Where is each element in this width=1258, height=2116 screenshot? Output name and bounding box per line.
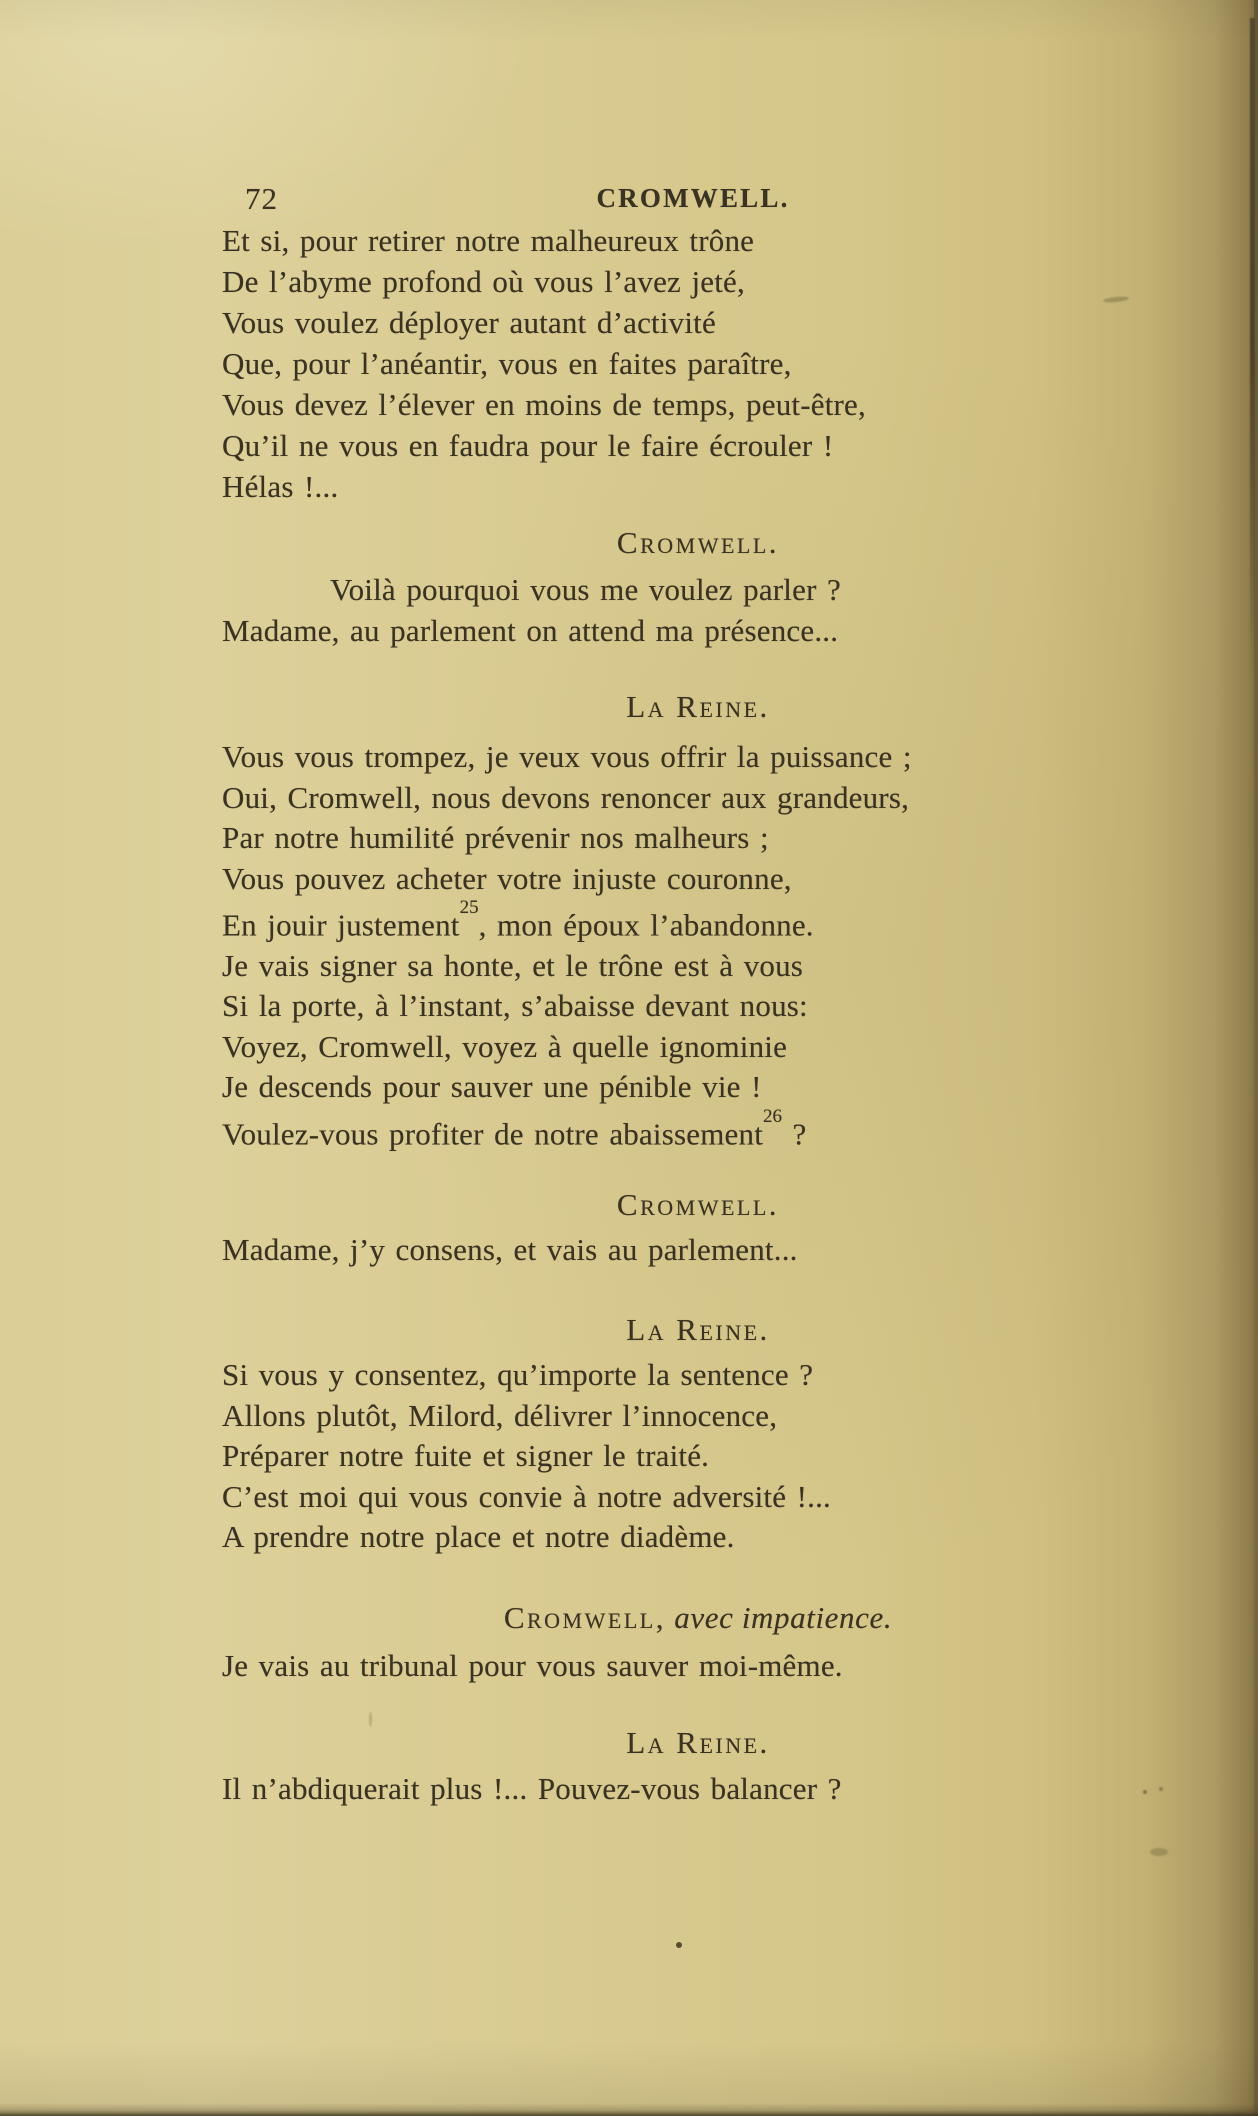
verse-line: En jouir justement$^{25}$, mon époux l’abandonne.: [222, 897, 814, 943]
running-title: CROMWELL.: [596, 183, 790, 213]
verse-line: Oui, Cromwell, nous devons renoncer aux grandeurs,: [222, 779, 910, 815]
footnote-ref-25: 25: [459, 897, 479, 918]
speaker-name: La Reine.: [626, 1312, 770, 1347]
verse-block: [222, 1355, 831, 1558]
speaker-heading: [626, 690, 770, 724]
speaker-name: Cromwell.: [616, 1187, 780, 1222]
page-edge-shadow: [0, 2110, 1258, 2116]
verse-line: Qu’il ne vous en faudra pour le faire écrouler !: [222, 428, 834, 463]
ink-smudge: [369, 1712, 372, 1727]
verse-line: Hélas !...: [222, 469, 339, 504]
verse-line: Par notre humilité prévenir nos malheurs ;: [222, 820, 769, 855]
speaker-heading: [626, 1726, 770, 1760]
verse-line: A prendre notre place et notre diadème.: [222, 1519, 735, 1554]
speaker-name: Cromwell,: [503, 1600, 666, 1635]
verse-line: Allons plutôt, Milord, délivrer l’innocence,: [222, 1397, 778, 1433]
verse-line: Vous vous trompez, je veux vous offrir la puissance ;: [222, 739, 912, 774]
verse-line: Voulez-vous profiter de notre abaissement$^{26}$ ?: [222, 1105, 807, 1152]
verse-line: C’est moi qui vous convie à notre adversité !...: [222, 1478, 831, 1514]
verse-line: Vous devez l’élever en moins de temps, peut-être,: [222, 387, 866, 422]
verse-line: Vous voulez déployer autant d’activité: [222, 305, 716, 340]
verse-line: Il n’abdiquerait plus !... Pouvez-vous balancer ?: [222, 1771, 842, 1806]
verse-line: Si la porte, à l’instant, s’abaisse devant nous:: [222, 988, 808, 1024]
verse-line: Préparer notre fuite et signer le traité.: [222, 1438, 710, 1473]
page-edge-shadow: [1254, 0, 1258, 2116]
verse-line: Vous pouvez acheter votre injuste couronne,: [222, 860, 792, 896]
verse-block: [222, 1645, 843, 1686]
verse-block: [222, 1768, 842, 1809]
verse-line: Je descends pour sauver une pénible vie !: [222, 1069, 762, 1105]
ink-smudge: [1150, 1848, 1168, 1856]
speaker-heading: [504, 1601, 892, 1635]
speaker-heading: [617, 526, 779, 560]
speaker-name: La Reine.: [626, 689, 770, 724]
footnote-ref-26: 26: [763, 1105, 783, 1127]
verse-line: Je vais signer sa honte, et le trône est à vous: [222, 947, 804, 983]
verse-line: Madame, au parlement on attend ma présence...: [222, 613, 839, 648]
verse-line: Et si, pour retirer notre malheureux trône: [222, 223, 755, 258]
verse-line: Que, pour l’anéantir, vous en faites paraître,: [222, 346, 792, 381]
ink-smudge: [1103, 296, 1129, 304]
verse-line: Voilà pourquoi vous me voulez parler ?: [330, 572, 842, 607]
page-number: 72: [245, 181, 278, 216]
verse-line: Si vous y consentez, qu’importe la sentence ?: [222, 1357, 814, 1392]
verse-line: Madame, j’y consens, et vais au parlement...: [222, 1232, 798, 1267]
verse-block: [222, 220, 866, 507]
ink-smudge: [1143, 1790, 1147, 1794]
verse-block: [222, 569, 841, 651]
ink-smudge: [676, 1942, 682, 1948]
speaker-name: La Reine.: [626, 1725, 770, 1760]
verse-line: De l’abyme profond où vous l’avez jeté,: [222, 264, 745, 299]
speaker-name: Cromwell.: [616, 525, 780, 560]
verse-line: Je vais au tribunal pour vous sauver moi-même.: [222, 1648, 843, 1683]
verse-block: [222, 737, 912, 1155]
speaker-heading: [626, 1313, 770, 1347]
stage-direction: avec impatience.: [665, 1600, 893, 1635]
verse-block: [222, 1229, 798, 1270]
verse-line: Voyez, Cromwell, voyez à quelle ignominie: [222, 1028, 788, 1064]
speaker-heading: [617, 1188, 779, 1222]
